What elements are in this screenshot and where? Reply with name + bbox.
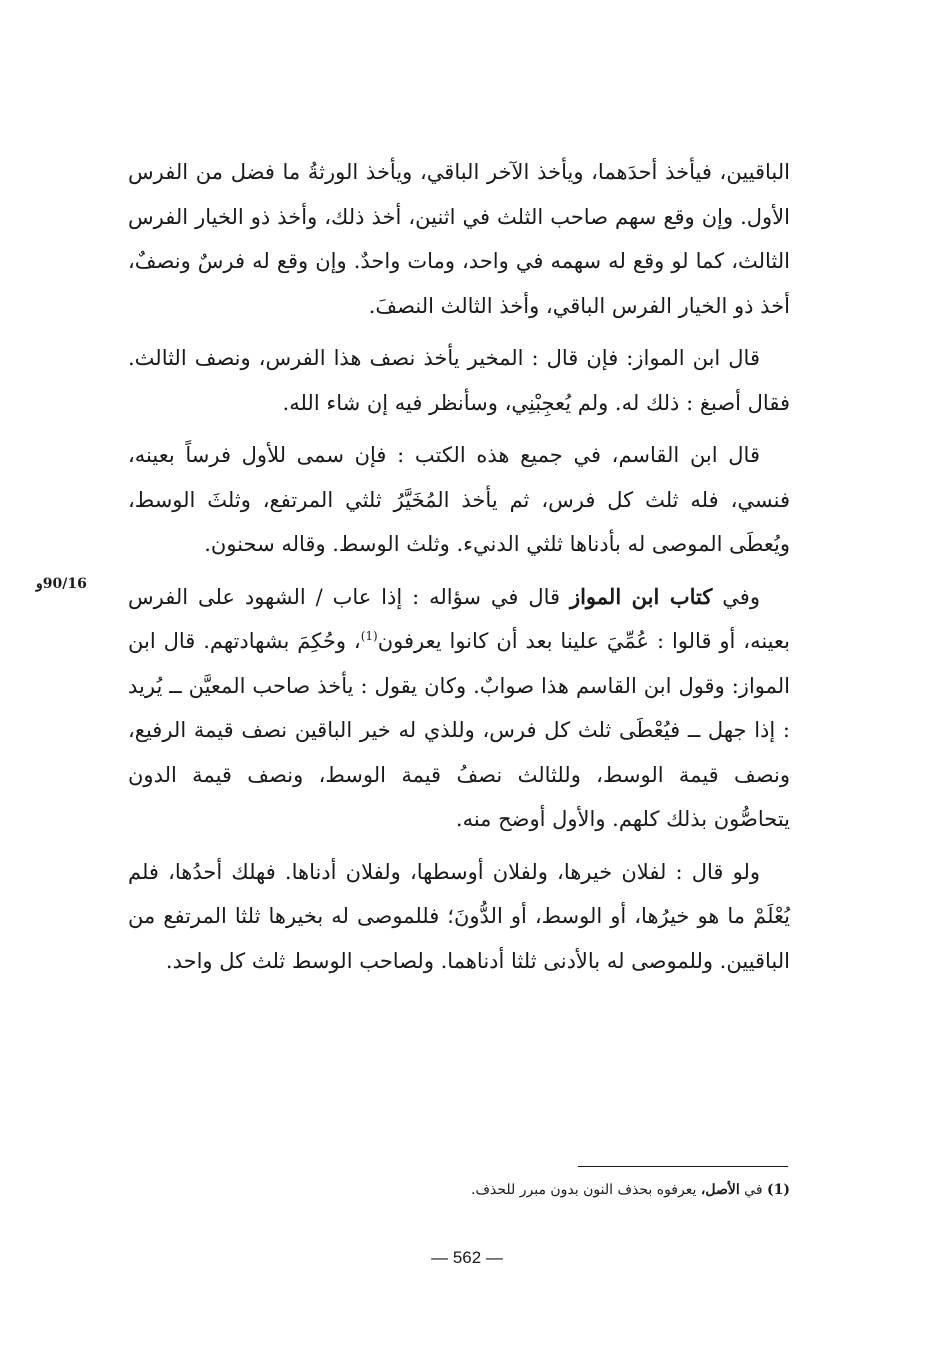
margin-folio-note: 90/16و bbox=[36, 576, 87, 592]
paragraph-4-book-title: كتاب ابن المواز bbox=[569, 583, 713, 609]
paragraph-1 bbox=[128, 150, 790, 328]
paragraph-4-lead: وفي bbox=[722, 584, 760, 609]
paragraph-5 bbox=[128, 850, 790, 984]
paragraph-5-text: ولو قال : لفلان خيرها، ولفلان أوسطها، ولفلان أدناها. فهلك أحدُها، فلم يُعْلَمْ ما هو خيرُها، أو الوسط، أو الدُّونَ؛ فللموصى له بخيرها ثلثا المرتفع من الباقيين. وللموصى له بالأدنى ثلثا أدناهما. ولصاحب الوسط ثلث كل واحد. bbox=[128, 859, 790, 973]
paragraph-3-text: قال ابن القاسم، في جميع هذه الكتب : فإن سمى للأول فرساً بعينه، فنسي، فله ثلث كل فرس، ثم يأخذ المُخَيَّرُ ثلثي المرتفع، وثلثَ الوسط، ويُعطَى الموصى له بأدناها ثلثي الدنيء. وثلث الوسط. وقاله سحنون. bbox=[128, 443, 790, 556]
paragraph-2 bbox=[128, 336, 790, 425]
footnote-reference[interactable]: (1) bbox=[360, 629, 378, 643]
footnote-divider bbox=[578, 1166, 788, 1167]
page-number: — 562 — bbox=[431, 1248, 503, 1267]
paragraph-2-text: قال ابن المواز: فإن قال : المخير يأخذ نصف هذا الفرس، ونصف الثالث. فقال أصبغ : ذلك له. ولم يُعجِبْنِي، وسأنظر فيه إن شاء الله. bbox=[128, 346, 790, 415]
paragraph-4-text-a: قال في سؤاله : إذا عاب / الشهود على الفرس بعينه، أو قالوا : عُمِّيَ علينا بعد أن كانوا يعرفون bbox=[128, 584, 790, 653]
footnote-source: الأصل، bbox=[700, 1182, 740, 1198]
body-text bbox=[128, 150, 790, 991]
paragraph-4-text-b: ، وحُكِمَ بشهادتهم. قال ابن المواز: وقول ابن القاسم هذا صوابٌ. وكان يقول : يأخذ صاحب المعيَّن ــ يُريد : إذا جهل ــ فيُعْطَى ثلث كل فرس، وللذي له خير الباقين نصف قيمة الرفيع، ونصف قيمة الوسط، وللثالث نصفُ قيمة الوسط، ونصف قيمة الدون يتحاصُّون بذلك كلهم. والأول أوضح منه. bbox=[128, 629, 790, 831]
footnote-lead: في bbox=[744, 1182, 763, 1198]
footnote-text: يعرفوه بحذف النون بدون مبرر للحذف. bbox=[471, 1182, 697, 1198]
footnote bbox=[380, 1178, 790, 1202]
paragraph-3 bbox=[128, 433, 790, 567]
footnote-number: (1) bbox=[767, 1182, 790, 1198]
paragraph-1-text: الباقيين، فيأخذ أحدَهما، ويأخذ الآخر الباقي، ويأخذ الورثةُ ما فضل من الفرس الأول. وإن وقع سهم صاحب الثلث في اثنين، أخذ ذلك، وأخذ ذو الخيار الفرس الثالث، كما لو وقع له سهمه في واحد، ومات واحدٌ. وإن وقع له فرسٌ ونصفٌ، أخذ ذو الخيار الفرس الباقي، وأخذ الثالث النصفَ. bbox=[128, 160, 790, 318]
paragraph-4 bbox=[128, 575, 790, 842]
